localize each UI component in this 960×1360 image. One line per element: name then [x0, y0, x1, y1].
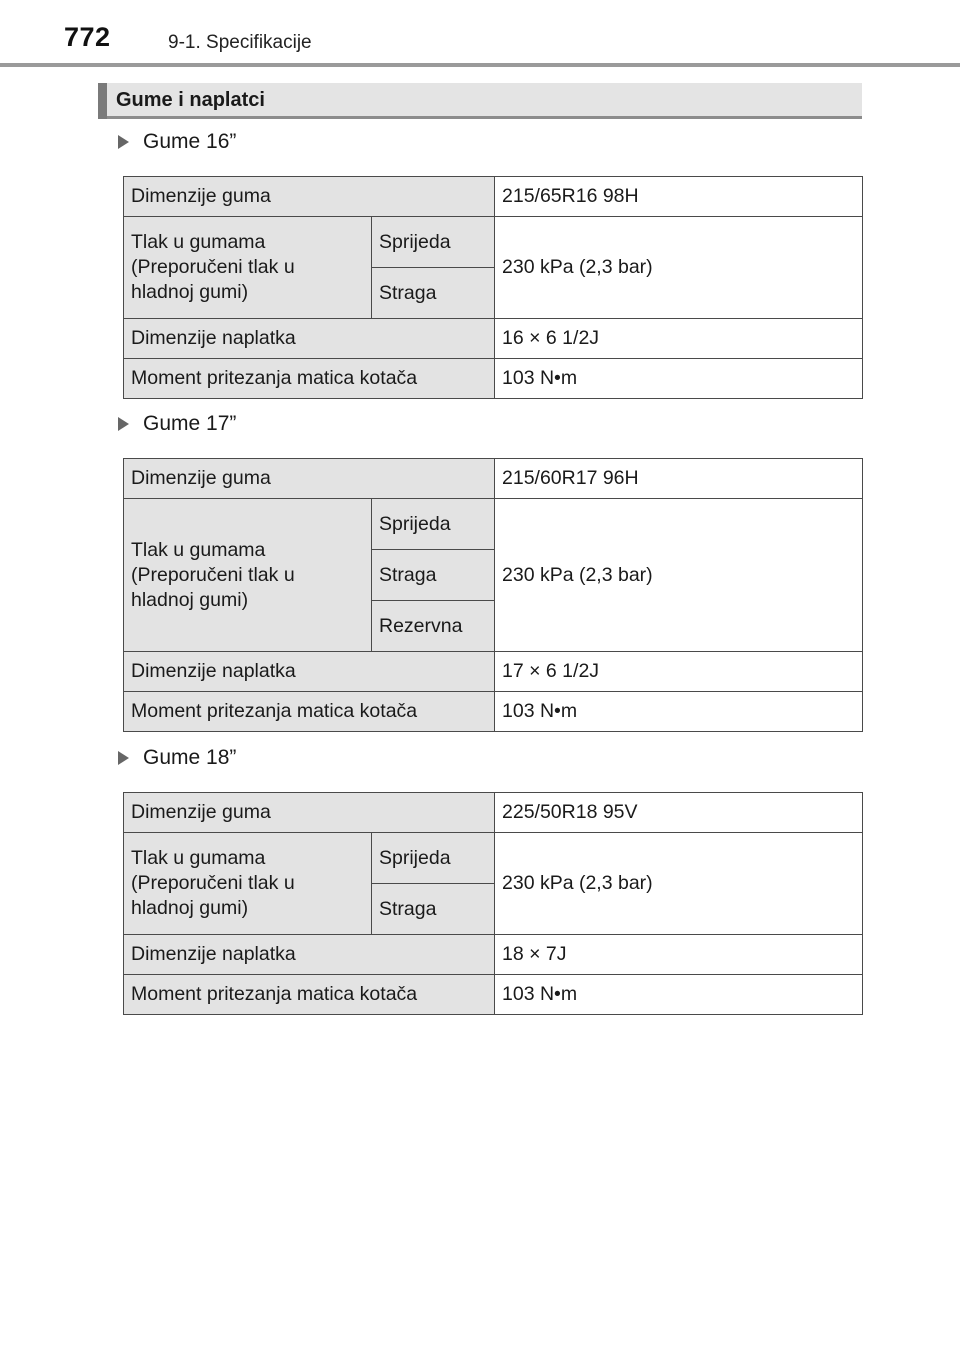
table-row — [124, 319, 863, 359]
lug-torque-value: 103 N•m — [495, 692, 863, 732]
tire-size-label: Dimenzije guma — [124, 177, 495, 217]
table-row — [124, 692, 863, 732]
section-title-bar — [98, 83, 862, 119]
rear-label: Straga — [372, 550, 495, 601]
tire-size-label: Dimenzije guma — [124, 793, 495, 833]
subheading-text: Gume 16” — [143, 130, 237, 153]
wheel-size-value: 17 × 6 1/2J — [495, 652, 863, 692]
tire-size-value: 215/65R16 98H — [495, 177, 863, 217]
spec-table-18 — [123, 792, 863, 1015]
rear-label: Straga — [372, 884, 495, 935]
subheading-17 — [118, 412, 236, 436]
pressure-value: 230 kPa (2,3 bar) — [495, 833, 863, 935]
rear-label: Straga — [372, 268, 495, 319]
wheel-size-label: Dimenzije naplatka — [124, 935, 495, 975]
table-row — [124, 833, 863, 884]
table-row — [124, 217, 863, 268]
subheading-16 — [118, 130, 236, 154]
tire-size-value: 225/50R18 95V — [495, 793, 863, 833]
subheading-text: Gume 17” — [143, 412, 237, 435]
subheading-18 — [118, 746, 236, 770]
lug-torque-value: 103 N•m — [495, 359, 863, 399]
lug-torque-value: 103 N•m — [495, 975, 863, 1015]
pressure-label-line: hladnoj gumi) — [131, 897, 249, 919]
front-label: Sprijeda — [372, 217, 495, 268]
tire-size-label: Dimenzije guma — [124, 459, 495, 499]
front-label: Sprijeda — [372, 833, 495, 884]
table-row — [124, 652, 863, 692]
pressure-label — [124, 217, 372, 319]
table-row — [124, 793, 863, 833]
header-rule — [0, 63, 960, 67]
spec-table-17 — [123, 458, 863, 732]
spare-label: Rezervna — [372, 601, 495, 652]
wheel-size-label: Dimenzije naplatka — [124, 319, 495, 359]
pressure-label-line: hladnoj gumi) — [131, 588, 249, 611]
spec-table-16 — [123, 176, 863, 399]
pressure-label-line: hladnoj gumi) — [131, 281, 249, 303]
triangle-bullet-icon — [118, 135, 129, 149]
front-label: Sprijeda — [372, 499, 495, 550]
table-row — [124, 459, 863, 499]
table-row — [124, 499, 863, 550]
pressure-label-line: (Preporučeni tlak u — [131, 563, 295, 586]
pressure-label-line: Tlak u gumama — [131, 847, 266, 869]
tire-size-value: 215/60R17 96H — [495, 459, 863, 499]
pressure-label-line: Tlak u gumama — [131, 231, 266, 253]
lug-torque-label: Moment pritezanja matica kotača — [124, 359, 495, 399]
pressure-label-line: (Preporučeni tlak u — [131, 256, 295, 278]
pressure-label — [124, 833, 372, 935]
table-row — [124, 975, 863, 1015]
pressure-label-line: Tlak u gumama — [131, 538, 266, 561]
table-row — [124, 177, 863, 217]
table-row — [124, 935, 863, 975]
pressure-value: 230 kPa (2,3 bar) — [495, 217, 863, 319]
wheel-size-value: 16 × 6 1/2J — [495, 319, 863, 359]
section-accent — [98, 83, 107, 119]
pressure-label-line: (Preporučeni tlak u — [131, 872, 295, 894]
table-row — [124, 359, 863, 399]
triangle-bullet-icon — [118, 751, 129, 765]
section-title: Gume i naplatci — [116, 89, 265, 111]
page-number: 772 — [64, 22, 111, 52]
pressure-value: 230 kPa (2,3 bar) — [495, 499, 863, 652]
lug-torque-label: Moment pritezanja matica kotača — [124, 692, 495, 732]
chapter-title: 9-1. Specifikacije — [168, 32, 312, 53]
lug-torque-label: Moment pritezanja matica kotača — [124, 975, 495, 1015]
triangle-bullet-icon — [118, 417, 129, 431]
wheel-size-value: 18 × 7J — [495, 935, 863, 975]
pressure-label — [124, 499, 372, 652]
wheel-size-label: Dimenzije naplatka — [124, 652, 495, 692]
subheading-text: Gume 18” — [143, 746, 237, 769]
